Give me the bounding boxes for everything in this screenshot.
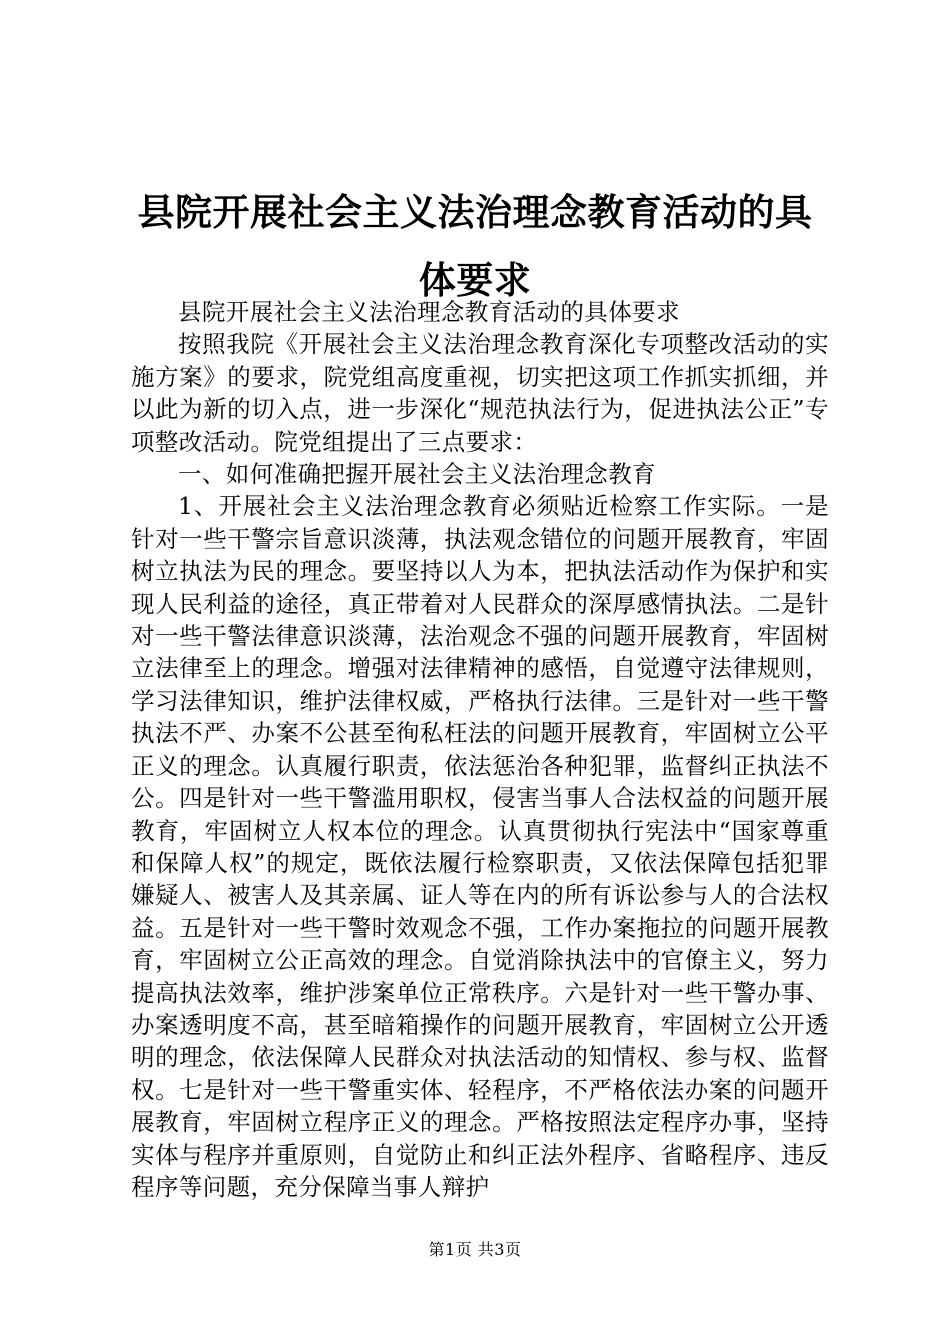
document-body [131,296,829,1203]
page-footer: 第1页 共3页 [428,1240,522,1259]
body-paragraph: 1、开展社会主义法治理念教育必须贴近检察工作实际。一是针对一些干警宗旨意识淡薄，执法观念错位的问题开展教育，牢固树立执法为民的理念。要坚持以人为本，把执法活动作为保护和实现人民利益的途径，真正带着对人民群众的深厚感情执法。二是针对一些干警法律意识淡薄，法治观念不强的问题开展教育，牢固树立法律至上的理念。增强对法律精神的感悟，自觉遵守法律规则，学习法律知识，维护法律权威，严格执行法律。三是针对一些干警执法不严、办案不公甚至徇私枉法的问题开展教育，牢固树立公平正义的理念。认真履行职责，依法惩治各种犯罪，监督纠正执法不公。四是针对一些干警滥用职权，侵害当事人合法权益的问题开展教育，牢固树立人权本位的理念。认真贯彻执行宪法中“国家尊重和保障人权”的规定，既依法履行检察职责，又依法保障包括犯罪嫌疑人、被害人及其亲属、证人等在内的所有诉讼参与人的合法权益。五是针对一些干警时效观念不强，工作办案拖拉的问题开展教育，牢固树立公正高效的理念。自觉消除执法中的官僚主义，努力提高执法效率，维护涉案单位正常秩序。六是针对一些干警办事、办案透明度不高，甚至暗箱操作的问题开展教育，牢固树立公开透明的理念，依法保障人民群众对执法活动的知情权、参与权、监督权。七是针对一些干警重实体、轻程序，不严格依法办案的问题开展教育，牢固树立程序正义的理念。严格按照法定程序办事，坚持实体与程序并重原则，自觉防止和纠正法外程序、省略程序、违反程序等问题，充分保障当事人辩护 [131,492,829,1201]
document-title: 县院开展社会主义法治理念教育活动的具体要求 [137,190,813,302]
section-heading: 一、如何准确把握开展社会主义法治理念教育 [178,460,656,489]
body-paragraph: 县院开展社会主义法治理念教育活动的具体要求 [178,298,680,326]
body-paragraph: 按照我院《开展社会主义法治理念教育深化专项整改活动的实施方案》的要求，院党组高度重视，切实把这项工作抓实抓细，并以此为新的切入点，进一步深化“规范执法行为，促进执法公正”专项整改活动。院党组提出了三点要求： [131,330,829,456]
